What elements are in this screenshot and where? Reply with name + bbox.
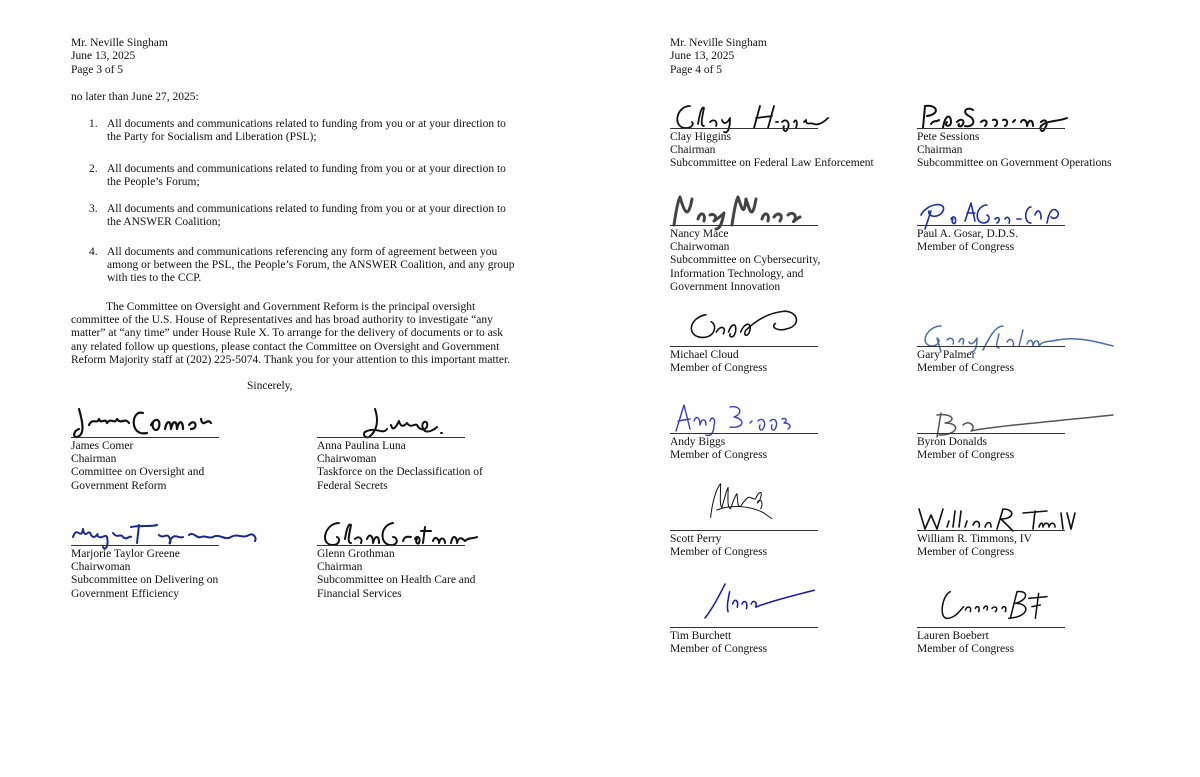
signature-line <box>317 545 465 546</box>
signature-line <box>71 545 219 546</box>
signer-title: Chairwoman <box>317 453 377 466</box>
signature-line <box>917 346 1065 347</box>
signer-title: Chairman <box>917 144 963 157</box>
signer-title: Government Efficiency <box>71 587 180 600</box>
request-text: All documents and communications related to funding from you or at your direction to <box>107 203 506 215</box>
signer-title: Subcommittee on Cybersecurity, <box>670 254 821 267</box>
signature-line <box>670 433 818 434</box>
paragraph-line: any related follow up questions, please contact the Committee on Oversight and Government <box>71 340 500 353</box>
paragraph-line: matter” at “any time” under House Rule X. To arrange for the delivery of documents or to ask <box>71 327 504 340</box>
signer-name: Byron Donalds <box>917 436 987 448</box>
request-text: among or between the PSL, the People’s Forum, the ANSWER Coalition, and any group <box>107 259 515 272</box>
signer-title: Government Innovation <box>670 280 781 293</box>
signature-line <box>917 225 1065 226</box>
signer-title: Chairwoman <box>670 241 730 254</box>
signer-title: Member of Congress <box>917 643 1015 656</box>
signature-line <box>917 433 1065 434</box>
signature-line <box>670 530 818 531</box>
page-header <box>670 37 767 77</box>
signer-title: Member of Congress <box>670 643 768 656</box>
request-text: the ANSWER Coalition; <box>107 216 221 229</box>
signature-image <box>670 581 840 621</box>
signature-line <box>917 530 1065 531</box>
request-number: 1. <box>89 118 98 130</box>
signer-title: Member of Congress <box>917 449 1015 462</box>
signer-title: Subcommittee on Government Operations <box>917 157 1112 170</box>
signer-name: Lauren Boebert <box>917 630 989 642</box>
signer-title: Government Reform <box>71 479 167 492</box>
signer-name: William R. Timmons, IV <box>917 533 1032 545</box>
signer-title: Member of Congress <box>917 362 1015 375</box>
closing-paragraph <box>71 301 531 367</box>
signer-title: Information Technology, and <box>670 267 804 280</box>
signer-title: Subcommittee on Health Care and <box>317 574 476 587</box>
signer-title: Chairwoman <box>71 561 131 574</box>
signer-name: Anna Paulina Luna <box>317 440 406 452</box>
header-addressee: Mr. Neville Singham <box>670 37 767 49</box>
signer-title: Subcommittee on Delivering on <box>71 574 219 587</box>
letter-page-4 <box>600 0 1200 777</box>
signer-name: Gary Palmer <box>917 349 976 361</box>
header-addressee: Mr. Neville Singham <box>71 37 168 49</box>
signer-title: Committee on Oversight and <box>71 466 205 479</box>
request-text: All documents and communications referencing any form of agreement between you <box>107 246 498 258</box>
signature-image <box>670 480 820 520</box>
signer-name: Glenn Grothman <box>317 548 395 560</box>
request-text: the People’s Forum; <box>107 176 200 189</box>
signature-line <box>670 128 818 129</box>
signer-title: Member of Congress <box>917 546 1015 559</box>
signature-line <box>670 346 818 347</box>
signer-name: Pete Sessions <box>917 131 980 143</box>
signer-name: James Comer <box>71 440 134 452</box>
signer-title: Member of Congress <box>670 362 768 375</box>
request-text: the Party for Socialism and Liberation (PSL); <box>107 131 317 144</box>
header-page-number: Page 3 of 5 <box>71 63 124 76</box>
signer-title: Member of Congress <box>670 546 768 559</box>
signer-name: Tim Burchett <box>670 630 732 642</box>
intro-text: no later than June 27, 2025: <box>71 91 199 103</box>
header-date: June 13, 2025 <box>670 50 735 63</box>
paragraph-line: Reform Majority staff at (202) 225-5074. Thank you for your attention to this important matter. <box>71 353 511 366</box>
signature-image <box>917 585 1077 625</box>
signer-name: Marjorie Taylor Greene <box>71 548 180 560</box>
request-number: 3. <box>89 203 98 215</box>
signer-name: Paul A. Gosar, D.D.S. <box>917 228 1019 240</box>
signature-image <box>670 306 820 346</box>
page-header <box>71 37 168 77</box>
signer-name: Clay Higgins <box>670 131 732 143</box>
signature-line <box>917 627 1065 628</box>
request-text: All documents and communications related to funding from you or at your direction to <box>107 118 506 130</box>
request-number: 4. <box>89 246 98 258</box>
signer-title: Federal Secrets <box>317 479 388 492</box>
request-number: 2. <box>89 163 98 175</box>
header-date: June 13, 2025 <box>71 50 136 63</box>
signer-title: Chairman <box>71 453 117 466</box>
paragraph-line: committee of the U.S. House of Representatives and has broad authority to investigate “any <box>71 314 493 327</box>
signature-line <box>917 128 1065 129</box>
signature-line <box>317 437 465 438</box>
signer-name: Scott Perry <box>670 533 722 545</box>
header-page-number: Page 4 of 5 <box>670 63 723 76</box>
closing-salutation: Sincerely, <box>247 380 293 392</box>
request-text: All documents and communications related to funding from you or at your direction to <box>107 163 506 175</box>
signer-name: Michael Cloud <box>670 349 739 361</box>
request-text: with ties to the CCP. <box>107 272 202 285</box>
signer-title: Financial Services <box>317 587 402 600</box>
signer-name: Nancy Mace <box>670 228 729 240</box>
signer-title: Chairman <box>317 561 363 574</box>
signer-title: Member of Congress <box>670 449 768 462</box>
signer-title: Taskforce on the Declassification of <box>317 466 483 479</box>
signer-title: Chairman <box>670 144 716 157</box>
signer-title: Subcommittee on Federal Law Enforcement <box>670 157 874 170</box>
signer-name: Andy Biggs <box>670 436 726 448</box>
signature-line <box>71 437 219 438</box>
signer-title: Member of Congress <box>917 241 1015 254</box>
paragraph-line: The Committee on Oversight and Government Reform is the principal oversight <box>106 301 476 313</box>
signature-line <box>670 627 818 628</box>
signature-line <box>670 225 818 226</box>
